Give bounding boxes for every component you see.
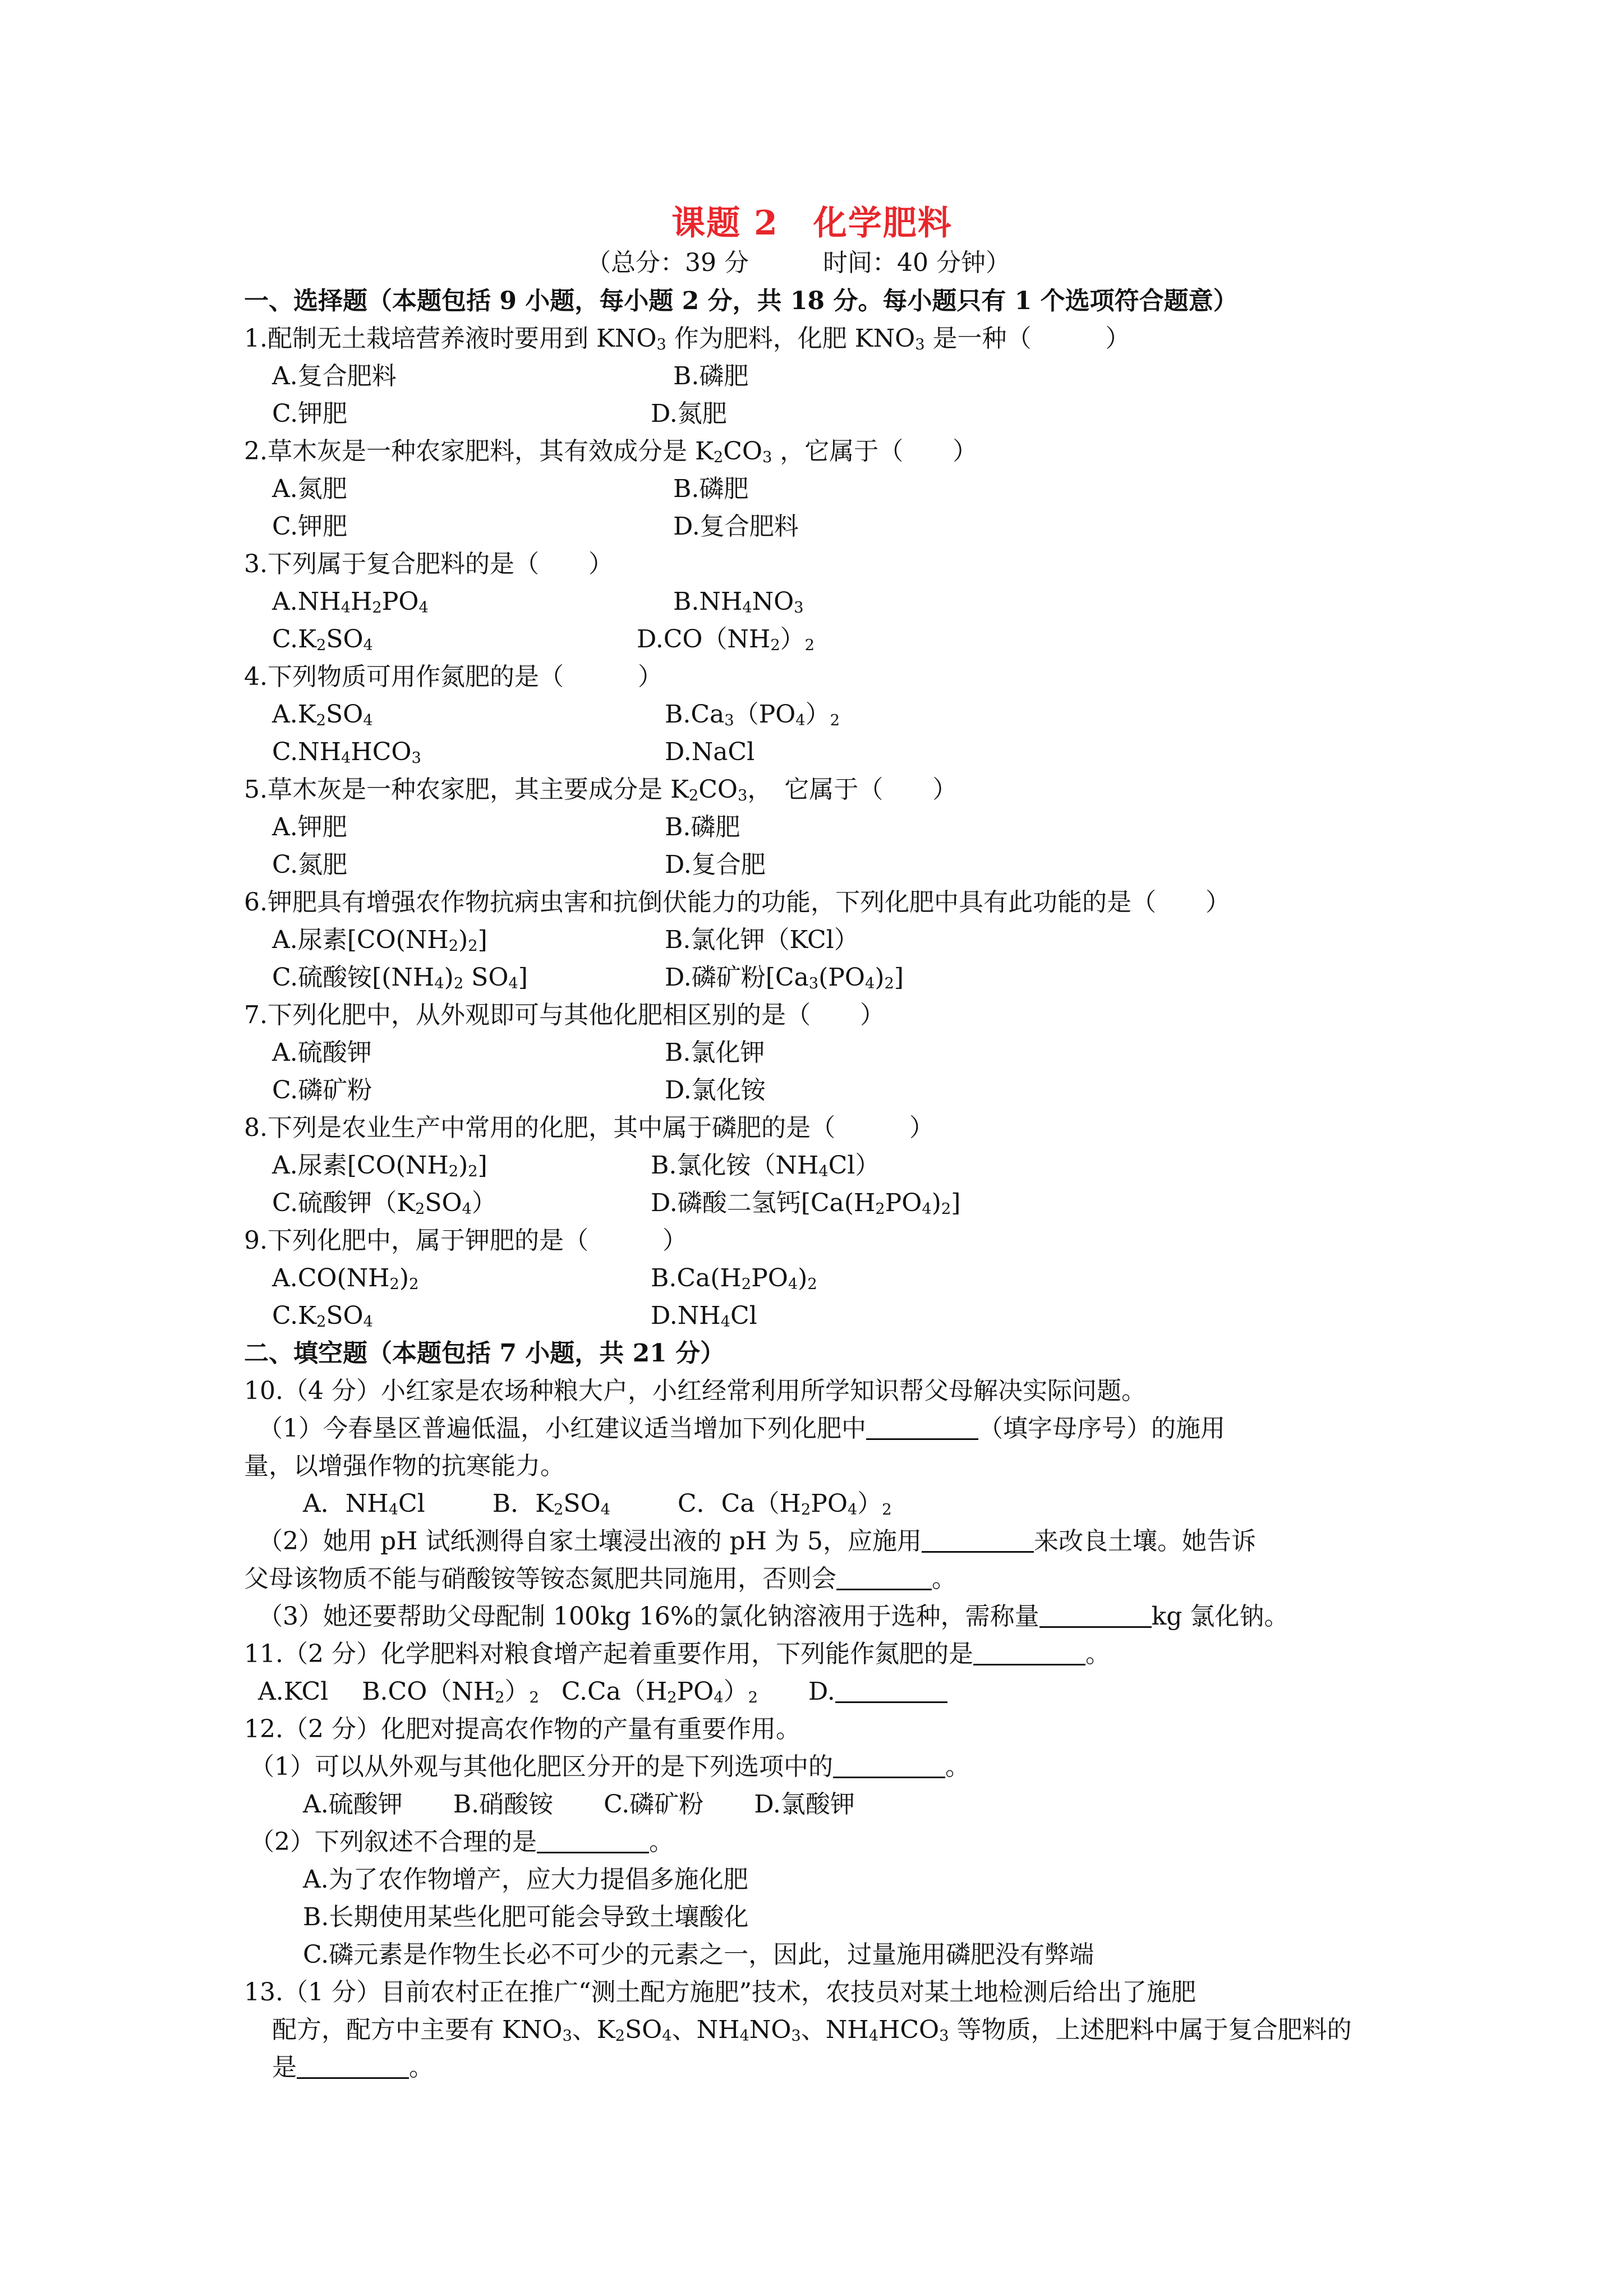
option-c: C.磷矿粉 [272, 1076, 372, 1105]
option-a: $A.K_2SO_4$ [272, 700, 373, 729]
question-2-stem: 2.草木灰是一种农家肥料，其有效成分是 $K_2CO_3$ ，它属于（ ） [244, 437, 978, 466]
question-6-stem: 6.钾肥具有增强农作物抗病虫害和抗倒伏能力的功能，下列化肥中具有此功能的是（ ） [244, 888, 1230, 917]
answer-blank[interactable] [1039, 1602, 1152, 1628]
option-a: A.为了农作物增产，应大力提倡多施化肥 [303, 1865, 748, 1894]
option-a: $A.NH_4H_2PO_4$ [272, 587, 429, 616]
option-d: D.氯化铵 [665, 1076, 766, 1105]
option-a: A.硫酸钾 [272, 1038, 372, 1067]
answer-blank[interactable] [833, 1752, 945, 1778]
option-b: B.磷肥 [673, 475, 749, 503]
option-d: D.复合肥料 [673, 512, 799, 541]
answer-blank[interactable] [835, 1677, 947, 1703]
answer-blank[interactable] [973, 1639, 1085, 1665]
option-c: C.硫酸钾$(K_2SO_4)$ [272, 1189, 496, 1218]
question-10-part-1: （1）今春垦区普遍低温，小红建议适当增加下列化肥中 （填字母序号）的施用 [258, 1414, 1225, 1443]
option-d: D.NaCl [665, 738, 755, 766]
option-b: $B.NH_4NO_3$ [673, 587, 804, 616]
option-a: A.尿素$[CO(NH_2)_2]$ [272, 926, 487, 955]
option-d: D.磷矿粉$[Ca_3(PO_4)_2]$ [665, 963, 904, 992]
question-11-stem: 11.（2 分）化学肥料对粮食增产起着重要作用，下列能作氮肥的是 。 [244, 1640, 1110, 1668]
question-7-stem: 7.下列化肥中，从外观即可与其他化肥相区别的是（ ） [244, 1001, 885, 1029]
answer-blank[interactable] [836, 1564, 932, 1590]
option-c: $C.K_2SO_4$ [272, 625, 373, 654]
question-13-line-2: 配方，配方中主要有 $KNO_3$、$K_2SO_4$、$NH_4NO_3$、$NH_4HCO_3$ 等物质，上述肥料中属于复合肥料的 [272, 2016, 1352, 2045]
answer-blank[interactable] [922, 1526, 1034, 1553]
question-13-line-1: 13.（1 分）目前农村正在推广“测土配方施肥”技术，农技员对某土地检测后给出了施肥 [244, 1978, 1196, 2007]
score-time-info: （总分：39 分 时间：40 分钟） [586, 249, 1010, 277]
question-10-options: A．$NH_4Cl$ B．$K_2SO_4$ C．$Ca(H_2PO_4)_2$ [303, 1489, 892, 1519]
option-c: $C.K_2SO_4$ [272, 1301, 373, 1331]
question-13-line-3: 是 。 [272, 2053, 434, 2082]
question-5-stem: 5.草木灰是一种农家肥，其主要成分是 $K_2CO_3$， 它属于（ ） [244, 775, 958, 804]
section-heading-fill-blank: 二、填空题（本题包括 7 小题，共 21 分） [244, 1339, 725, 1368]
option-d: D.复合肥 [665, 850, 766, 879]
question-11-options: A.KCl $B.CO(NH_2)_2$ $C.Ca(H_2PO_4)_2$ D. [258, 1674, 947, 1709]
page-title: 课题 2 化学肥料 [671, 204, 953, 243]
option-c: C.磷元素是作物生长必不可少的元素之一，因此，过量施用磷肥没有弊端 [303, 1940, 1094, 1969]
option-a: A.钾肥 [272, 813, 347, 841]
option-d: $D.CO(NH_2)_2$ [637, 625, 815, 654]
option-d: D.氮肥 [651, 399, 727, 428]
question-10-part-1-cont: 量，以增强作物的抗寒能力。 [244, 1452, 565, 1480]
option-b: $B.Ca(H_2PO_4)_2$ [651, 1264, 817, 1293]
question-12-stem: 12.（2 分）化肥对提高农作物的产量有重要作用。 [244, 1715, 801, 1743]
option-b: $B.Ca_3(PO_4)_2$ [665, 700, 840, 729]
answer-blank[interactable] [297, 2053, 409, 2079]
question-12-part-1: （1）可以从外观与其他化肥区分开的是下列选项中的 。 [250, 1752, 970, 1781]
option-a: $A.CO(NH_2)_2$ [272, 1264, 419, 1293]
option-b: B.氯化钾（KCl） [665, 926, 859, 954]
option-b: B.氯化钾 [665, 1038, 765, 1067]
question-1-stem: 1.配制无土栽培营养液时要用到 $KNO_3$ 作为肥料，化肥 $KNO_3$ 是一种（ ） [244, 324, 1130, 353]
option-a: A.尿素$[CO(NH_2)_2]$ [272, 1151, 487, 1180]
option-c: C.钾肥 [272, 512, 348, 541]
question-10-stem: 10.（4 分）小红家是农场种粮大户，小红经常利用所学知识帮父母解决实际问题。 [244, 1377, 1146, 1405]
question-10-part-2-cont: 父母该物质不能与硝酸铵等铵态氮肥共同施用，否则会 。 [244, 1565, 956, 1593]
question-10-part-3: （3）她还要帮助父母配制 100kg 16%的氯化钠溶液用于选种，需称量 kg 氯化钠。 [258, 1602, 1289, 1631]
question-10-part-2: （2）她用 pH 试纸测得自家土壤浸出液的 pH 为 5，应施用 来改良土壤。她告诉 [258, 1527, 1256, 1556]
option-b: B.氯化铵$(NH_4Cl)$ [651, 1151, 880, 1180]
option-c: C.硫酸铵[$(NH_4)_2$ $SO_4$] [272, 963, 528, 992]
option-d: $D.NH_4Cl$ [651, 1301, 757, 1331]
option-c: C.氮肥 [272, 850, 348, 879]
option-c: $C.NH_4HCO_3$ [272, 738, 421, 767]
option-b: B.磷肥 [665, 813, 740, 841]
question-4-stem: 4.下列物质可用作氮肥的是（ ） [244, 662, 663, 691]
option-d: D.磷酸二氢钙$[Ca(H_2PO_4)_2]$ [651, 1189, 961, 1218]
option-a: A.复合肥料 [272, 362, 397, 390]
question-12-part-2: （2）下列叙述不合理的是 。 [250, 1828, 674, 1856]
option-c: C.钾肥 [272, 399, 348, 428]
option-b: B.长期使用某些化肥可能会导致土壤酸化 [303, 1903, 749, 1931]
section-heading-choice: 一、选择题（本题包括 9 小题，每小题 2 分，共 18 分。每小题只有 1 个选项符合题意） [244, 287, 1238, 315]
question-12-part-1-options: A.硫酸钾 B.硝酸铵 C.磷矿粉 D.氯酸钾 [303, 1790, 855, 1819]
question-9-stem: 9.下列化肥中，属于钾肥的是（ ） [244, 1226, 687, 1255]
option-a: A.氮肥 [272, 475, 347, 503]
option-b: B.磷肥 [673, 362, 749, 390]
answer-blank[interactable] [866, 1414, 978, 1440]
question-8-stem: 8.下列是农业生产中常用的化肥，其中属于磷肥的是（ ） [244, 1114, 934, 1142]
answer-blank[interactable] [537, 1827, 649, 1853]
question-3-stem: 3.下列属于复合肥料的是（ ） [244, 550, 613, 578]
